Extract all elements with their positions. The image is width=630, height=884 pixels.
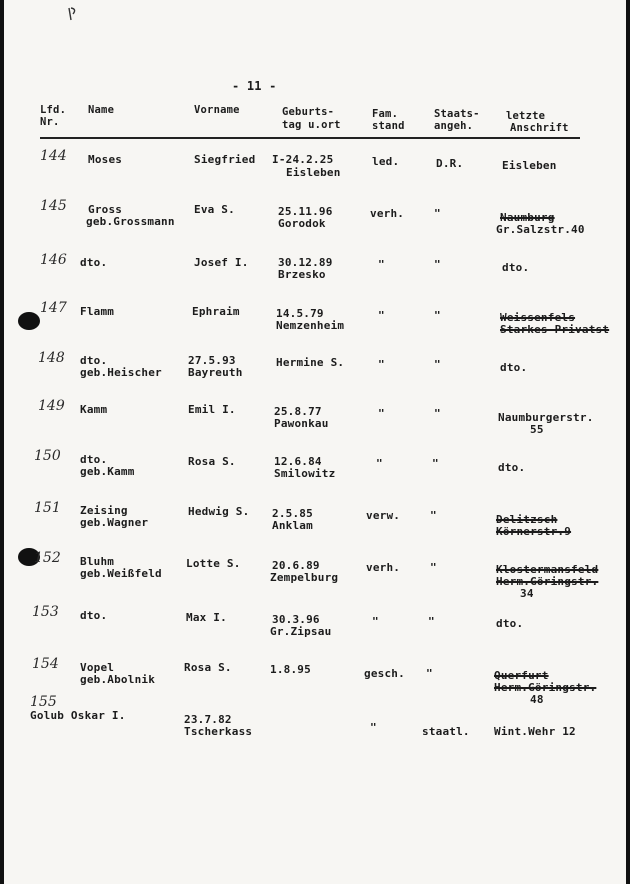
row-familienstand: verh.	[366, 561, 401, 574]
row-staatsangehoerigkeit: "	[434, 207, 441, 220]
header-staatsangehoerigkeit: Staats-	[434, 108, 480, 120]
header-familienstand-2: stand	[372, 120, 405, 132]
row-vorname-2: Tscherkass	[184, 725, 253, 738]
header-lfd-nr: Lfd.	[40, 104, 67, 116]
row-number: 154	[32, 656, 59, 672]
row-geburt: 30.12.89	[278, 256, 333, 269]
row-geburtsname: geb.Wagner	[80, 516, 149, 529]
row-familienstand: "	[378, 309, 385, 322]
row-anschrift-struck: Weissenfels	[500, 311, 576, 324]
row-name: dto.	[80, 354, 108, 367]
row-geburt-ort: Gorodok	[278, 217, 326, 230]
row-staatsangehoerigkeit: "	[434, 258, 441, 271]
row-anschrift-struck: Naumburg	[500, 211, 555, 224]
row-staatsangehoerigkeit: D.R.	[436, 157, 464, 170]
row-geburt-ort: Brzesko	[278, 268, 326, 281]
row-name: dto.	[80, 256, 108, 269]
row-vorname-2: Bayreuth	[188, 366, 243, 379]
row-staatsangehoerigkeit: "	[428, 615, 435, 628]
row-name: Moses	[88, 153, 123, 166]
row-anschrift-strasse: 55	[530, 423, 544, 436]
row-staatsangehoerigkeit: "	[430, 561, 437, 574]
punch-hole	[18, 312, 40, 330]
row-geburtsname: geb.Abolnik	[80, 673, 156, 686]
row-number: 144	[40, 148, 67, 164]
row-vorname: Max I.	[186, 611, 227, 624]
header-anschrift: letzte	[506, 110, 546, 122]
row-staatsangehoerigkeit: "	[426, 667, 433, 680]
row-number: 150	[34, 448, 61, 464]
row-number: 148	[38, 350, 65, 366]
row-number: 149	[38, 398, 65, 414]
row-geburt-ort: Nemzenheim	[276, 319, 345, 332]
row-familienstand: "	[378, 258, 385, 271]
row-vorname: Ephraim	[192, 305, 240, 318]
row-anschrift: Naumburgerstr.	[498, 411, 594, 424]
header-lfd-nr-2: Nr.	[40, 116, 60, 128]
row-anschrift-struck: Klostermansfeld	[496, 563, 599, 576]
row-vorname: Hedwig S.	[188, 505, 250, 518]
row-number: 145	[40, 198, 67, 214]
row-number: 147	[40, 300, 67, 316]
scan-edge-right	[626, 0, 630, 884]
row-anschrift-hausnummer: 34	[520, 587, 534, 600]
row-geburt: 20.6.89	[272, 559, 320, 572]
row-geburt: 30.3.96	[272, 613, 320, 626]
row-familienstand: verh.	[370, 207, 405, 220]
row-name: Kamm	[80, 403, 108, 416]
row-anschrift-strasse: Gr.Salzstr.40	[496, 223, 585, 236]
row-geburt-ort: Gr.Zipsau	[270, 625, 332, 638]
row-number: 155	[30, 694, 57, 710]
row-familienstand: led.	[372, 155, 400, 168]
row-number: 153	[32, 604, 59, 620]
row-anschrift-strasse: Herm.Göringstr.	[496, 575, 599, 588]
header-vorname: Vorname	[194, 104, 240, 116]
row-anschrift: Eisleben	[502, 159, 557, 172]
row-number: 146	[40, 252, 67, 268]
row-geburt-ort: Eisleben	[286, 166, 341, 179]
row-geburt: 12.6.84	[274, 455, 322, 468]
row-staatsangehoerigkeit: "	[430, 509, 437, 522]
row-staatsangehoerigkeit: "	[434, 358, 441, 371]
row-familienstand: "	[376, 457, 383, 470]
row-staatsangehoerigkeit: staatl.	[422, 725, 470, 738]
row-staatsangehoerigkeit: "	[434, 407, 441, 420]
row-geburtsname: geb.Kamm	[80, 465, 135, 478]
row-vorname: Eva S.	[194, 203, 235, 216]
row-geburtsname: geb.Grossmann	[86, 215, 175, 228]
header-name: Name	[88, 104, 115, 116]
row-anschrift: dto.	[502, 261, 530, 274]
row-name: Gross	[88, 203, 123, 216]
row-geburt: I-24.2.25	[272, 153, 334, 166]
row-geburtsname: geb.Weißfeld	[80, 567, 162, 580]
row-name: Golub Oskar I.	[30, 709, 126, 722]
row-anschrift: dto.	[498, 461, 526, 474]
row-familienstand: "	[378, 407, 385, 420]
row-name: Zeising	[80, 504, 128, 517]
row-anschrift-strasse: Körnerstr.9	[496, 525, 572, 538]
row-staatsangehoerigkeit: "	[432, 457, 439, 470]
row-vorname: Lotte S.	[186, 557, 241, 570]
header-geburt: Geburts-	[282, 106, 335, 118]
row-name: dto.	[80, 453, 108, 466]
row-name: Bluhm	[80, 555, 115, 568]
header-anschrift-2: Anschrift	[510, 122, 569, 134]
row-geburt: 25.11.96	[278, 205, 333, 218]
header-familienstand: Fam.	[372, 108, 399, 120]
row-geburt-ort: Anklam	[272, 519, 313, 532]
row-familienstand: "	[372, 615, 379, 628]
row-geburt: 1.8.95	[270, 663, 311, 676]
row-anschrift-struck: Querfurt	[494, 669, 549, 682]
row-vorname: 27.5.93	[188, 354, 236, 367]
row-geburt-ort: Zempelburg	[270, 571, 339, 584]
row-familienstand: "	[378, 358, 385, 371]
page-number: - 11 -	[232, 79, 277, 93]
row-anschrift: Wint.Wehr 12	[494, 725, 576, 738]
row-vorname: 23.7.82	[184, 713, 232, 726]
row-geburt-ort: Smilowitz	[274, 467, 336, 480]
row-vorname: Emil I.	[188, 403, 236, 416]
row-geburt-ort: Pawonkau	[274, 417, 329, 430]
row-geburt: 14.5.79	[276, 307, 324, 320]
row-familienstand: gesch.	[364, 667, 405, 680]
row-geburt: 2.5.85	[272, 507, 313, 520]
row-name: dto.	[80, 609, 108, 622]
row-anschrift-struck: Delitzsch	[496, 513, 558, 526]
row-anschrift: dto.	[496, 617, 524, 630]
row-familienstand: "	[370, 721, 377, 734]
row-name: Flamm	[80, 305, 115, 318]
row-familienstand: verw.	[366, 509, 401, 522]
row-anschrift-hausnummer: 48	[530, 693, 544, 706]
row-staatsangehoerigkeit: "	[434, 309, 441, 322]
row-geburt: Hermine S.	[276, 356, 345, 369]
scan-edge-left	[0, 0, 4, 884]
row-vorname: Rosa S.	[184, 661, 232, 674]
row-geburt: 25.8.77	[274, 405, 322, 418]
row-number: 152	[34, 550, 61, 566]
header-geburt-2: tag u.ort	[282, 119, 341, 131]
header-rule	[40, 137, 580, 139]
row-anschrift-strasse: Herm.Göringstr.	[494, 681, 597, 694]
row-name: Vopel	[80, 661, 115, 674]
pencil-mark-icon	[66, 6, 80, 22]
row-number: 151	[34, 500, 61, 516]
row-anschrift: dto.	[500, 361, 528, 374]
row-vorname: Rosa S.	[188, 455, 236, 468]
row-anschrift-strasse: Starkes Privatst	[500, 323, 610, 336]
row-geburtsname: geb.Heischer	[80, 366, 162, 379]
row-vorname: Josef I.	[194, 256, 249, 269]
header-staatsangehoerigkeit-2: angeh.	[434, 120, 474, 132]
row-vorname: Siegfried	[194, 153, 256, 166]
